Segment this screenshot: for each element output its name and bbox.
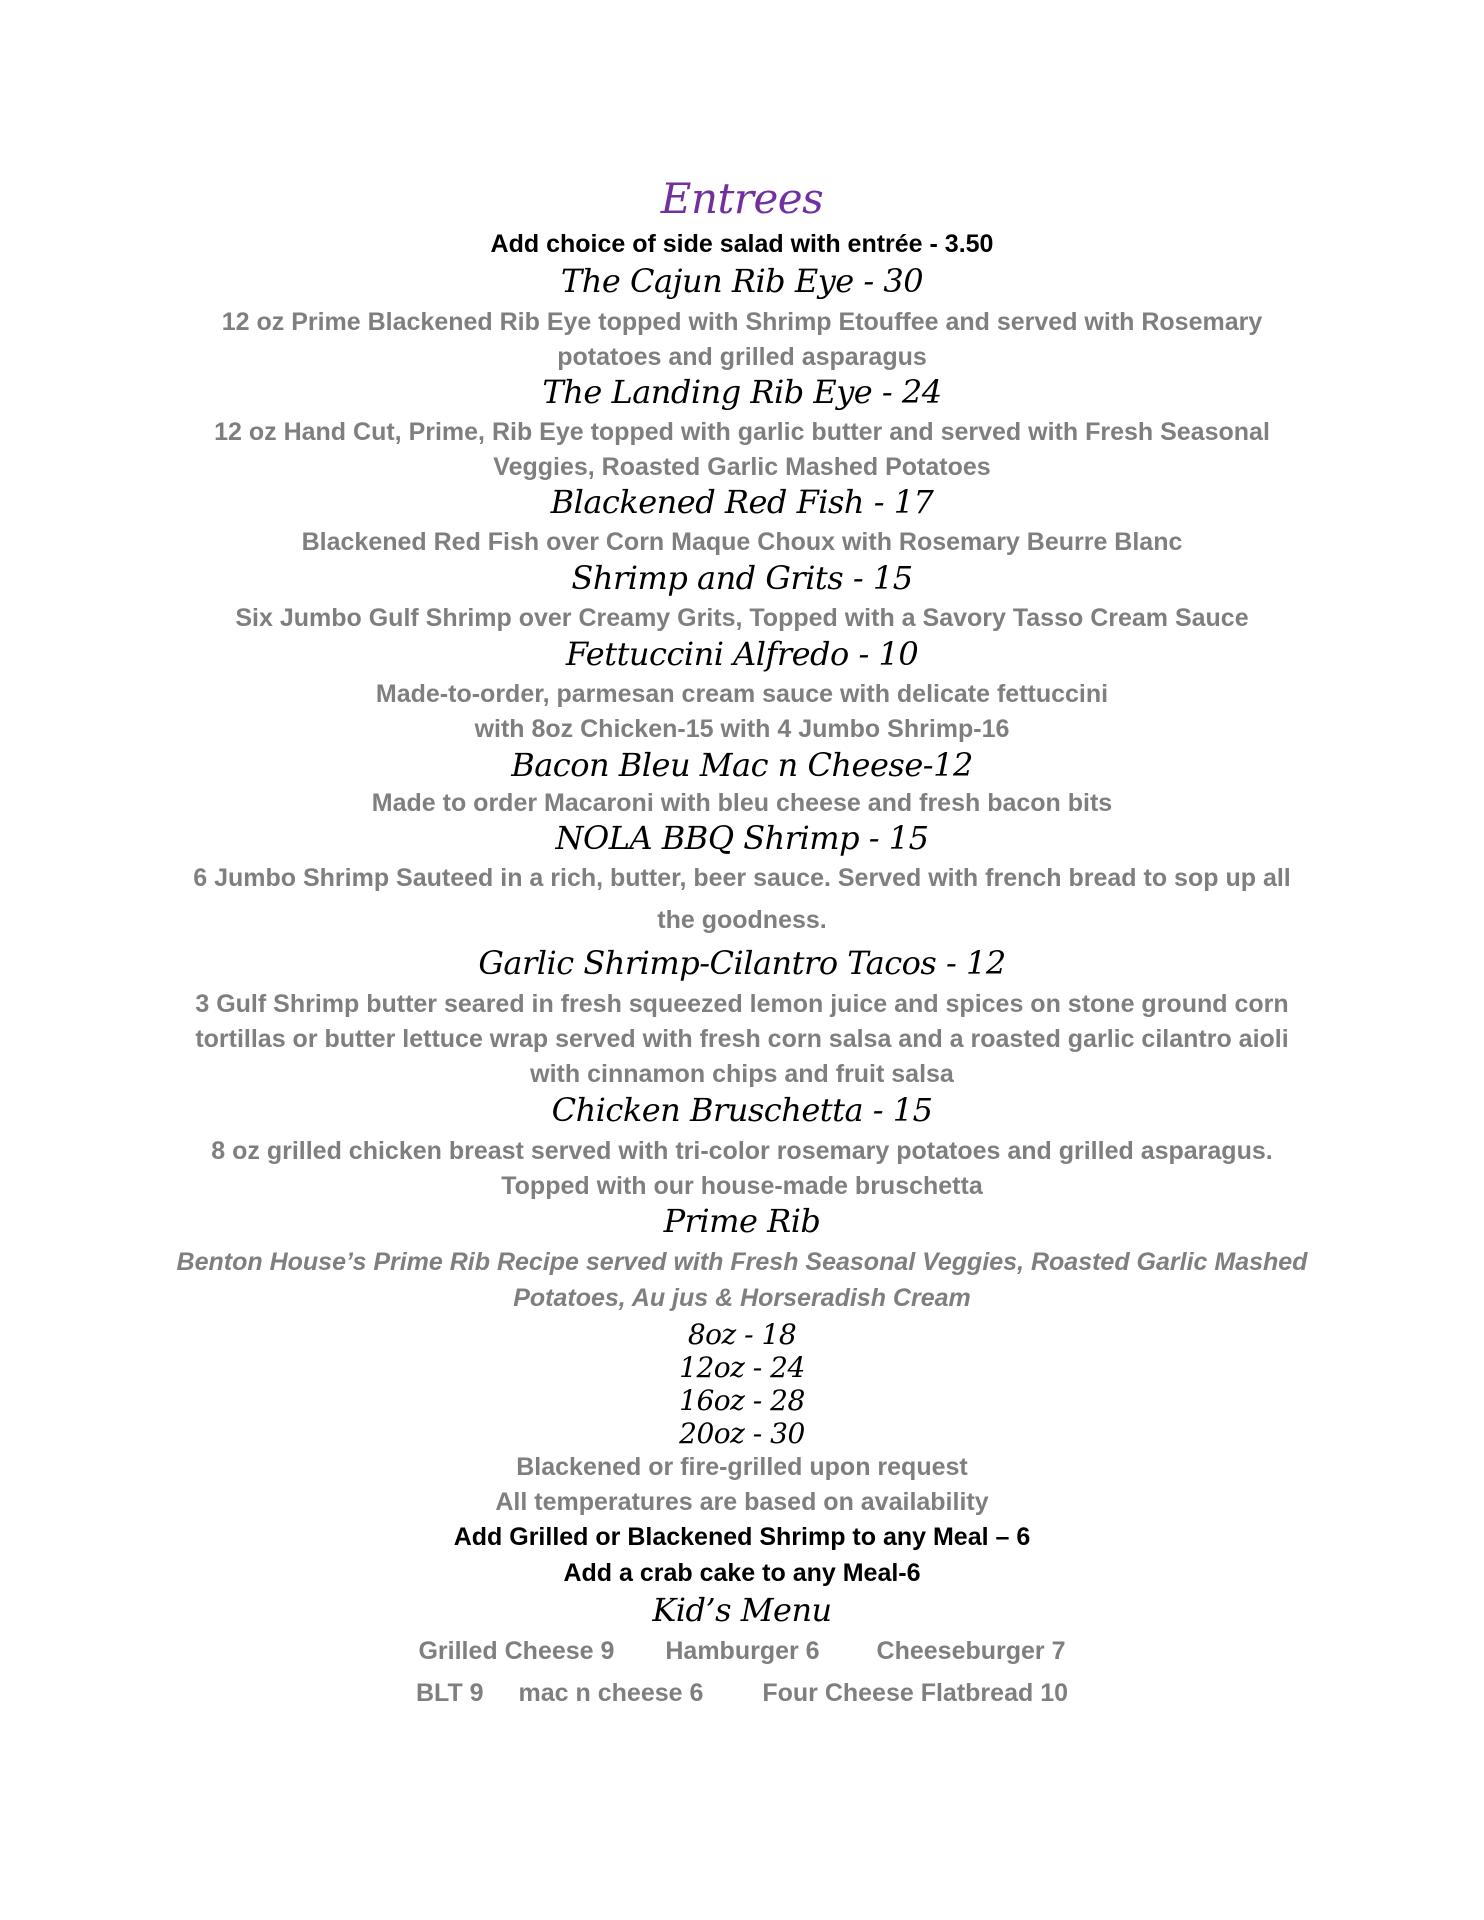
item-name: Bacon Bleu Mac n Cheese-12 <box>511 746 973 784</box>
item-name: Blackened Red Fish - 17 <box>550 483 934 521</box>
item-description: tortillas or butter lettuce wrap served with fresh corn salsa and a roasted garlic cilantro aioli <box>195 1025 1289 1053</box>
kids-menu-row <box>0 1679 1484 1708</box>
kids-menu-item: Grilled Cheese 9 <box>418 1637 615 1665</box>
item-description: Made-to-order, parmesan cream sauce with delicate fettuccini <box>375 680 1109 708</box>
item-description: Made to order Macaroni with bleu cheese and fresh bacon bits <box>371 789 1113 817</box>
item-description: Blackened Red Fish over Corn Maque Choux with Rosemary Beurre Blanc <box>301 528 1183 556</box>
item-name: Shrimp and Grits - 15 <box>571 559 913 597</box>
item-description: potatoes and grilled asparagus <box>557 343 927 371</box>
kids-menu-title: Kid’s Menu <box>652 1591 832 1629</box>
item-name: Fettuccini Alfredo - 10 <box>565 635 919 673</box>
prime-rib-name: Prime Rib <box>663 1202 821 1240</box>
item-description: with 8oz Chicken-15 with 4 Jumbo Shrimp-16 <box>474 715 1010 743</box>
item-description: Topped with our house-made bruschetta <box>501 1172 983 1200</box>
item-name: NOLA BBQ Shrimp - 15 <box>555 819 929 857</box>
item-description: with cinnamon chips and fruit salsa <box>530 1060 954 1088</box>
item-description: 12 oz Prime Blackened Rib Eye topped with Shrimp Etouffee and served with Rosemary <box>221 308 1263 336</box>
addon-note: Add a crab cake to any Meal-6 <box>563 1559 921 1587</box>
kids-menu-row <box>0 1637 1484 1666</box>
menu-title: Entrees <box>660 174 824 223</box>
item-name: Garlic Shrimp-Cilantro Tacos - 12 <box>478 944 1006 982</box>
prime-rib-size: 20oz - 30 <box>679 1417 805 1450</box>
kids-menu-item: Hamburger 6 <box>665 1637 820 1665</box>
item-description: the goodness. <box>657 906 827 934</box>
item-name: The Cajun Rib Eye - 30 <box>560 262 924 300</box>
kids-menu-item: Four Cheese Flatbread 10 <box>762 1679 1068 1707</box>
item-description: 6 Jumbo Shrimp Sauteed in a rich, butter, beer sauce. Served with french bread to sop up all <box>193 864 1291 892</box>
item-description: 8 oz grilled chicken breast served with tri-color rosemary potatoes and grilled asparagus. <box>211 1137 1273 1165</box>
prime-rib-note: Blackened or fire-grilled upon request <box>516 1453 968 1481</box>
item-description: 12 oz Hand Cut, Prime, Rib Eye topped with garlic butter and served with Fresh Seasonal <box>214 418 1270 446</box>
prime-rib-size: 12oz - 24 <box>679 1351 805 1384</box>
item-description: Six Jumbo Gulf Shrimp over Creamy Grits, Topped with a Savory Tasso Cream Sauce <box>235 604 1249 632</box>
item-name: The Landing Rib Eye - 24 <box>542 373 942 411</box>
addon-note: Add Grilled or Blackened Shrimp to any Meal – 6 <box>453 1523 1031 1551</box>
prime-rib-size: 8oz - 18 <box>687 1318 797 1351</box>
prime-rib-description: Benton House’s Prime Rib Recipe served with Fresh Seasonal Veggies, Roasted Garlic Mashed <box>176 1248 1308 1276</box>
prime-rib-note: All temperatures are based on availability <box>495 1488 989 1516</box>
prime-rib-description: Potatoes, Au jus & Horseradish Cream <box>513 1284 971 1312</box>
prime-rib-size: 16oz - 28 <box>679 1384 805 1417</box>
kids-menu-item: BLT 9 <box>416 1679 484 1707</box>
side-salad-note: Add choice of side salad with entrée - 3.50 <box>490 230 994 258</box>
kids-menu-item: Cheeseburger 7 <box>876 1637 1066 1665</box>
item-name: Chicken Bruschetta - 15 <box>551 1091 933 1129</box>
item-description: Veggies, Roasted Garlic Mashed Potatoes <box>493 453 991 481</box>
kids-menu-item: mac n cheese 6 <box>518 1679 704 1707</box>
item-description: 3 Gulf Shrimp butter seared in fresh squeezed lemon juice and spices on stone ground corn <box>195 990 1289 1018</box>
